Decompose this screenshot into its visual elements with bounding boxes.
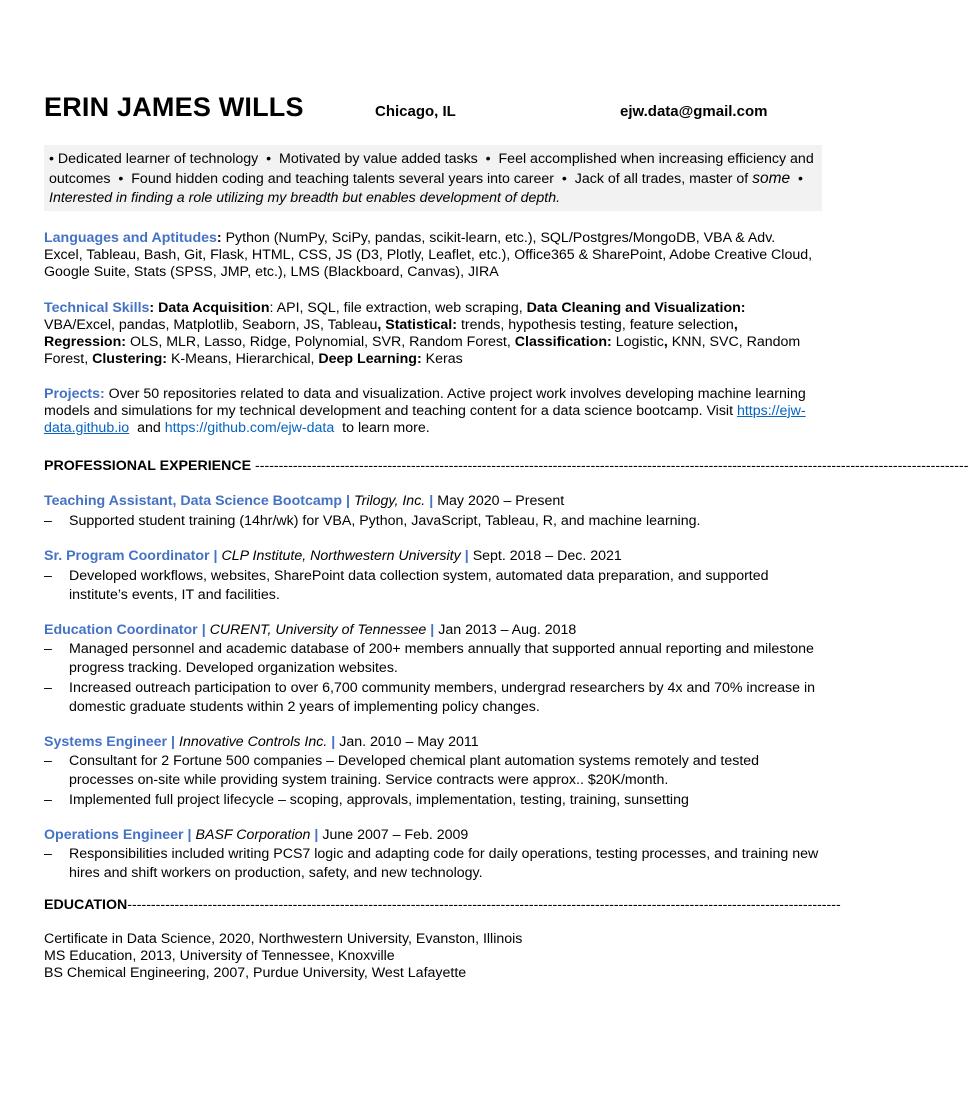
- summary-item-emphasis: some: [752, 170, 791, 187]
- skill-group-name: Deep Learning:: [318, 351, 422, 367]
- education-entry: MS Education, 2013, University of Tennessee, Knoxville: [44, 948, 395, 964]
- bullet: •: [118, 171, 124, 187]
- separator: |: [213, 548, 218, 564]
- job-header: [44, 621, 824, 639]
- projects-label: Projects:: [44, 386, 105, 402]
- job-header: [44, 733, 824, 751]
- summary-item: Motivated by value added tasks: [279, 151, 478, 167]
- separator: |: [346, 493, 351, 509]
- summary-box: [44, 145, 822, 211]
- bullet-text: Supported student training (14hr/wk) for VBA, Python, JavaScript, Tableau, R, and machine learning.: [69, 513, 701, 529]
- skill-group-text: VBA/Excel, pandas, Matplotlib, Seaborn, JS, Tableau: [44, 317, 378, 333]
- experience-heading: [44, 458, 968, 475]
- skill-group-name: Clustering:: [92, 351, 167, 367]
- and-text: and: [137, 420, 161, 436]
- education-entry: Certificate in Data Science, 2020, Northwestern University, Evanston, Illinois: [44, 931, 523, 947]
- skill-group-text: Keras: [425, 351, 463, 367]
- job-bullet: [44, 679, 824, 717]
- summary-item: Interested in finding a role utilizing my breadth but enables development of depth.: [49, 190, 561, 206]
- languages-section: [44, 230, 814, 281]
- separator: |: [464, 548, 469, 564]
- job-bullet: [44, 512, 824, 531]
- job-bullet: [44, 845, 824, 883]
- technical-section: [44, 300, 814, 368]
- bullet: •: [266, 151, 272, 167]
- projects-text-end: to learn more.: [342, 420, 430, 436]
- job-bullet: [44, 567, 824, 605]
- dash: –: [44, 792, 52, 808]
- bullet-text: Developed workflows, websites, SharePoint data collection system, automated data preparation, and supported institute’s events, IT and facilities.: [69, 568, 769, 603]
- separator: |: [429, 493, 434, 509]
- github-link[interactable]: https://github.com/ejw-data: [164, 420, 335, 436]
- summary-item: Dedicated learner of technology: [57, 151, 259, 167]
- skill-group-name: Data Acquisition: [158, 300, 270, 316]
- skill-group-text: API, SQL, file extraction, web scraping,: [276, 300, 523, 316]
- summary-item: Jack of all trades, master of: [574, 171, 749, 187]
- job-title: Education Coordinator: [44, 622, 198, 638]
- job-dates: Sept. 2018 – Dec. 2021: [472, 548, 622, 564]
- job-org: CURENT, University of Tennessee: [209, 622, 427, 638]
- skill-group-name: Data Cleaning and Visualization:: [526, 300, 746, 316]
- education-entry: BS Chemical Engineering, 2007, Purdue University, West Lafayette: [44, 965, 467, 981]
- email: ejw.data@gmail.com: [620, 103, 768, 120]
- skill-group-name: , Statistical:: [377, 317, 457, 333]
- skill-group-name: ,: [663, 334, 668, 350]
- bullet-text: Implemented full project lifecycle – scoping, approvals, implementation, testing, training, sunsetting: [69, 792, 689, 808]
- job-header: [44, 492, 824, 510]
- location: Chicago, IL: [375, 103, 456, 120]
- skill-group-text: K-Means, Hierarchical,: [170, 351, 315, 367]
- dash: –: [44, 680, 52, 696]
- job-org: Trilogy, Inc.: [354, 493, 426, 509]
- job-header: [44, 826, 824, 844]
- education-heading: [44, 897, 841, 914]
- colon: :: [149, 300, 155, 316]
- dash: –: [44, 513, 52, 529]
- bullet: •: [485, 151, 491, 167]
- separator: |: [201, 622, 206, 638]
- dash: –: [44, 753, 52, 769]
- projects-section: [44, 386, 814, 437]
- colon: :: [216, 230, 222, 246]
- job-dates: Jan 2013 – Aug. 2018: [438, 622, 577, 638]
- job-bullet: [44, 752, 824, 790]
- bullet-text: Increased outreach participation to over 6,700 community members, undergrad researchers by 4x and 70% increase in domestic graduate students within 2 years of implementing policy changes.: [69, 680, 816, 715]
- experience-heading-text: PROFESSIONAL EXPERIENCE: [44, 458, 252, 474]
- languages-text: Python (NumPy, SciPy, pandas, scikit-learn, etc.), SQL/Postgres/MongoDB, VBA & Adv. Excel, Tableau, Bash, Git, Flask, HTML, CSS, JS (D3, Plotly, Leaflet, etc.), Office365 & SharePoint, Adobe Creative Cloud, Google Suite, Stats (SPSS, JMP, etc.), LMS (Blackboard, Canvas), JIRA: [44, 230, 813, 280]
- technical-label: Technical Skills: [44, 300, 150, 316]
- job-title: Sr. Program Coordinator: [44, 548, 210, 564]
- bullet: •: [49, 151, 54, 167]
- separator: |: [171, 734, 175, 750]
- separator: |: [314, 827, 319, 843]
- summary-item: Feel accomplished when increasing efficiency and outcomes: [49, 151, 814, 187]
- bullet: •: [561, 171, 567, 187]
- job-bullet: [44, 640, 824, 678]
- bullet-text: Responsibilities included writing PCS7 logic and adapting code for daily operations, testing processes, and training new hires and shift workers on production, safety, and new technology.: [69, 846, 819, 881]
- skill-group-name: Classification:: [514, 334, 612, 350]
- skill-group-text: trends, hypothesis testing, feature selection: [460, 317, 734, 333]
- dash: –: [44, 846, 52, 862]
- job-header: [44, 547, 824, 565]
- summary-item: Found hidden coding and teaching talents several years into career: [131, 171, 555, 187]
- job-org: CLP Institute, Northwestern University: [221, 548, 461, 564]
- job-org: Innovative Controls Inc.: [179, 734, 328, 750]
- divider: -------------------------------------------------------------------------------------------------------------------------------------------------------: [127, 897, 841, 913]
- job-org: BASF Corporation: [195, 827, 311, 843]
- bullet-text: Consultant for 2 Fortune 500 companies – Developed chemical plant automation systems remotely and tested processes on-site while providing system training. Service contracts were approx.. $20K/month.: [69, 753, 760, 788]
- separator: |: [331, 734, 336, 750]
- languages-label: Languages and Aptitudes: [44, 230, 217, 246]
- job-dates: Jan. 2010 – May 2011: [339, 734, 479, 750]
- separator: |: [430, 622, 435, 638]
- colon: :: [269, 300, 274, 316]
- skill-group-text: OLS, MLR, Lasso, Ridge, Polynomial, SVR, Random Forest,: [129, 334, 511, 350]
- skill-group-name: , Regression:: [44, 317, 738, 350]
- job-bullet: [44, 791, 824, 810]
- candidate-name: ERIN JAMES WILLS: [44, 92, 304, 122]
- separator: |: [187, 827, 192, 843]
- bullet-text: Managed personnel and academic database of 200+ members annually that supported annual reporting and milestone progress tracking. Developed organization websites.: [69, 641, 814, 676]
- job-title: Systems Engineer: [44, 734, 168, 750]
- job-dates: June 2007 – Feb. 2009: [322, 827, 469, 843]
- portfolio-link[interactable]: https://ejw-data.github.io: [44, 403, 806, 436]
- education-heading-text: EDUCATION: [44, 897, 128, 913]
- projects-text: Over 50 repositories related to data and visualization. Active project work involves developing machine learning models and simulations for my technical development and teaching content for a data science bootcamp. Visit: [44, 386, 806, 419]
- bullet: •: [798, 171, 803, 187]
- job-dates: May 2020 – Present: [437, 493, 565, 509]
- skill-group-text: KNN, SVC, Random Forest,: [44, 334, 801, 367]
- skill-group-text: Logistic: [615, 334, 664, 350]
- job-title: Teaching Assistant, Data Science Bootcamp: [44, 493, 343, 509]
- job-title: Operations Engineer: [44, 827, 184, 843]
- dash: –: [44, 568, 52, 584]
- divider: -------------------------------------------------------------------------------------------------------------------------------------------------------: [255, 458, 968, 474]
- dash: –: [44, 641, 52, 657]
